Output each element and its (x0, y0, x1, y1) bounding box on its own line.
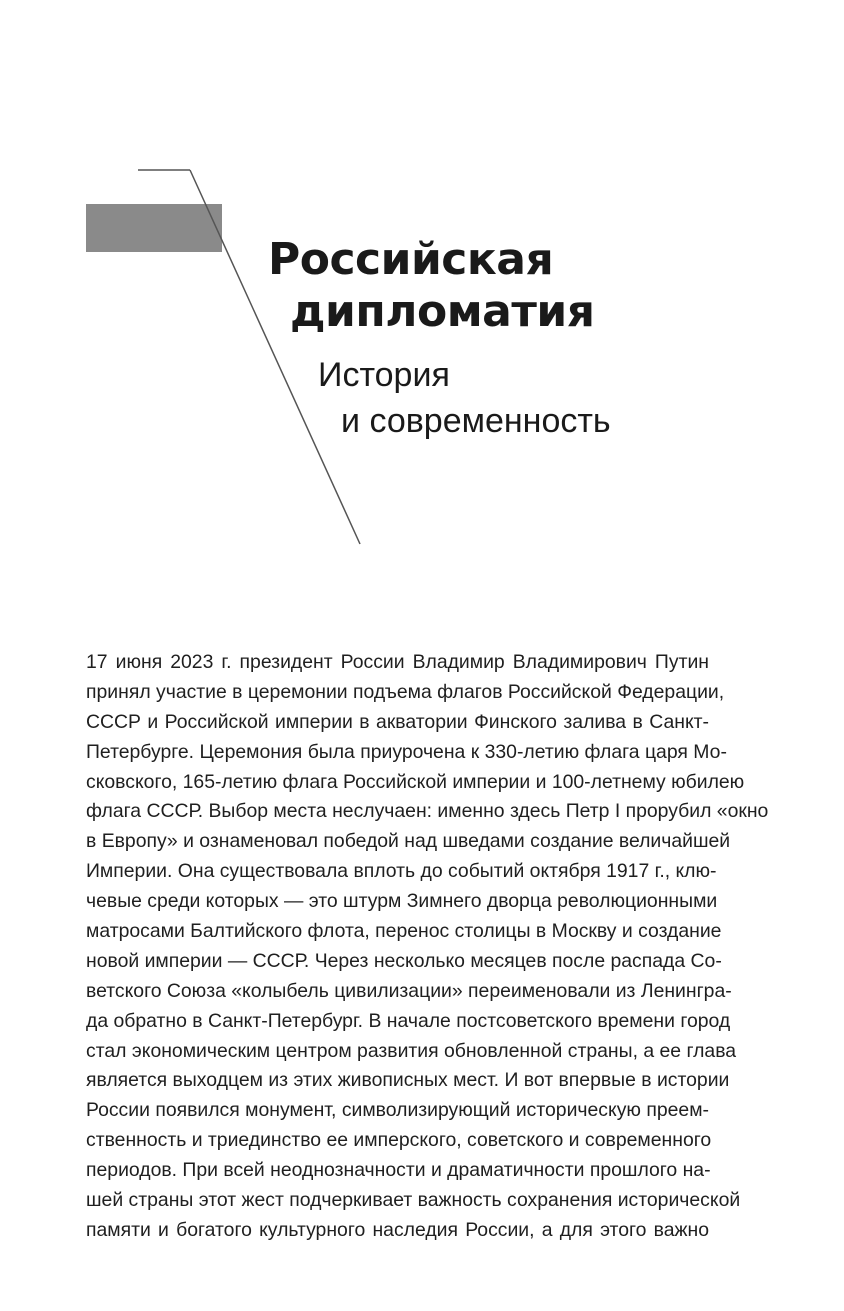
text-line: стал экономическим центром развития обновленной страны, а ее глава (86, 1039, 737, 1062)
book-title-line-1: Российская (268, 234, 554, 285)
text-line: ственность и триединство ее имперского, советского и современного (86, 1129, 712, 1152)
book-subtitle-line-1: История (318, 356, 450, 394)
text-line: шей страны этот жест подчеркивает важность сохранения исторической (86, 1189, 741, 1212)
body-paragraph (86, 648, 769, 1246)
book-title-line-2: дипломатия (290, 286, 595, 337)
text-line: 17 июня 2023 г. президент России Владимир Владимирович Путин (86, 651, 709, 673)
text-line: памяти и богатого культурного наследия России, а для этого важно (86, 1218, 709, 1241)
text-line: чевые среди которых — это штурм Зимнего дворца революционными (86, 890, 718, 913)
text-line: СССР и Российской империи в акватории Финского залива в Санкт- (86, 710, 709, 733)
text-line: Петербурге. Церемония была приурочена к 330-летию флага царя Мо- (86, 740, 727, 763)
text-line: периодов. При всей неоднозначности и драматичности прошлого на- (86, 1159, 711, 1182)
text-line: да обратно в Санкт-Петербург. В начале постсоветского времени город (86, 1009, 731, 1032)
text-line: принял участие в церемонии подъема флагов Российской Федерации, (86, 680, 725, 703)
text-line: Империи. Она существовала вплоть до событий октября 1917 г., клю- (86, 860, 717, 883)
text-line: матросами Балтийского флота, перенос столицы в Москву и создание (86, 920, 722, 943)
text-line: является выходцем из этих живописных мест. И вот впервые в истории (86, 1069, 730, 1092)
text-line: флага СССР. Выбор места неслучаен: именно здесь Петр I прорубил «окно (86, 800, 769, 823)
book-subtitle-line-2: и современность (341, 402, 611, 440)
text-line: сковского, 165-летию флага Российской империи и 100-летнему юбилею (86, 770, 745, 793)
text-line: в Европу» и ознаменовал победой над шведами создание величайшей (86, 830, 731, 853)
text-line: России появился монумент, символизирующий историческую преем- (86, 1099, 709, 1122)
text-line: ветского Союза «колыбель цивилизации» переименовали из Ленингра- (86, 979, 732, 1002)
text-line: новой империи — СССР. Через несколько месяцев после распада Со- (86, 949, 722, 972)
